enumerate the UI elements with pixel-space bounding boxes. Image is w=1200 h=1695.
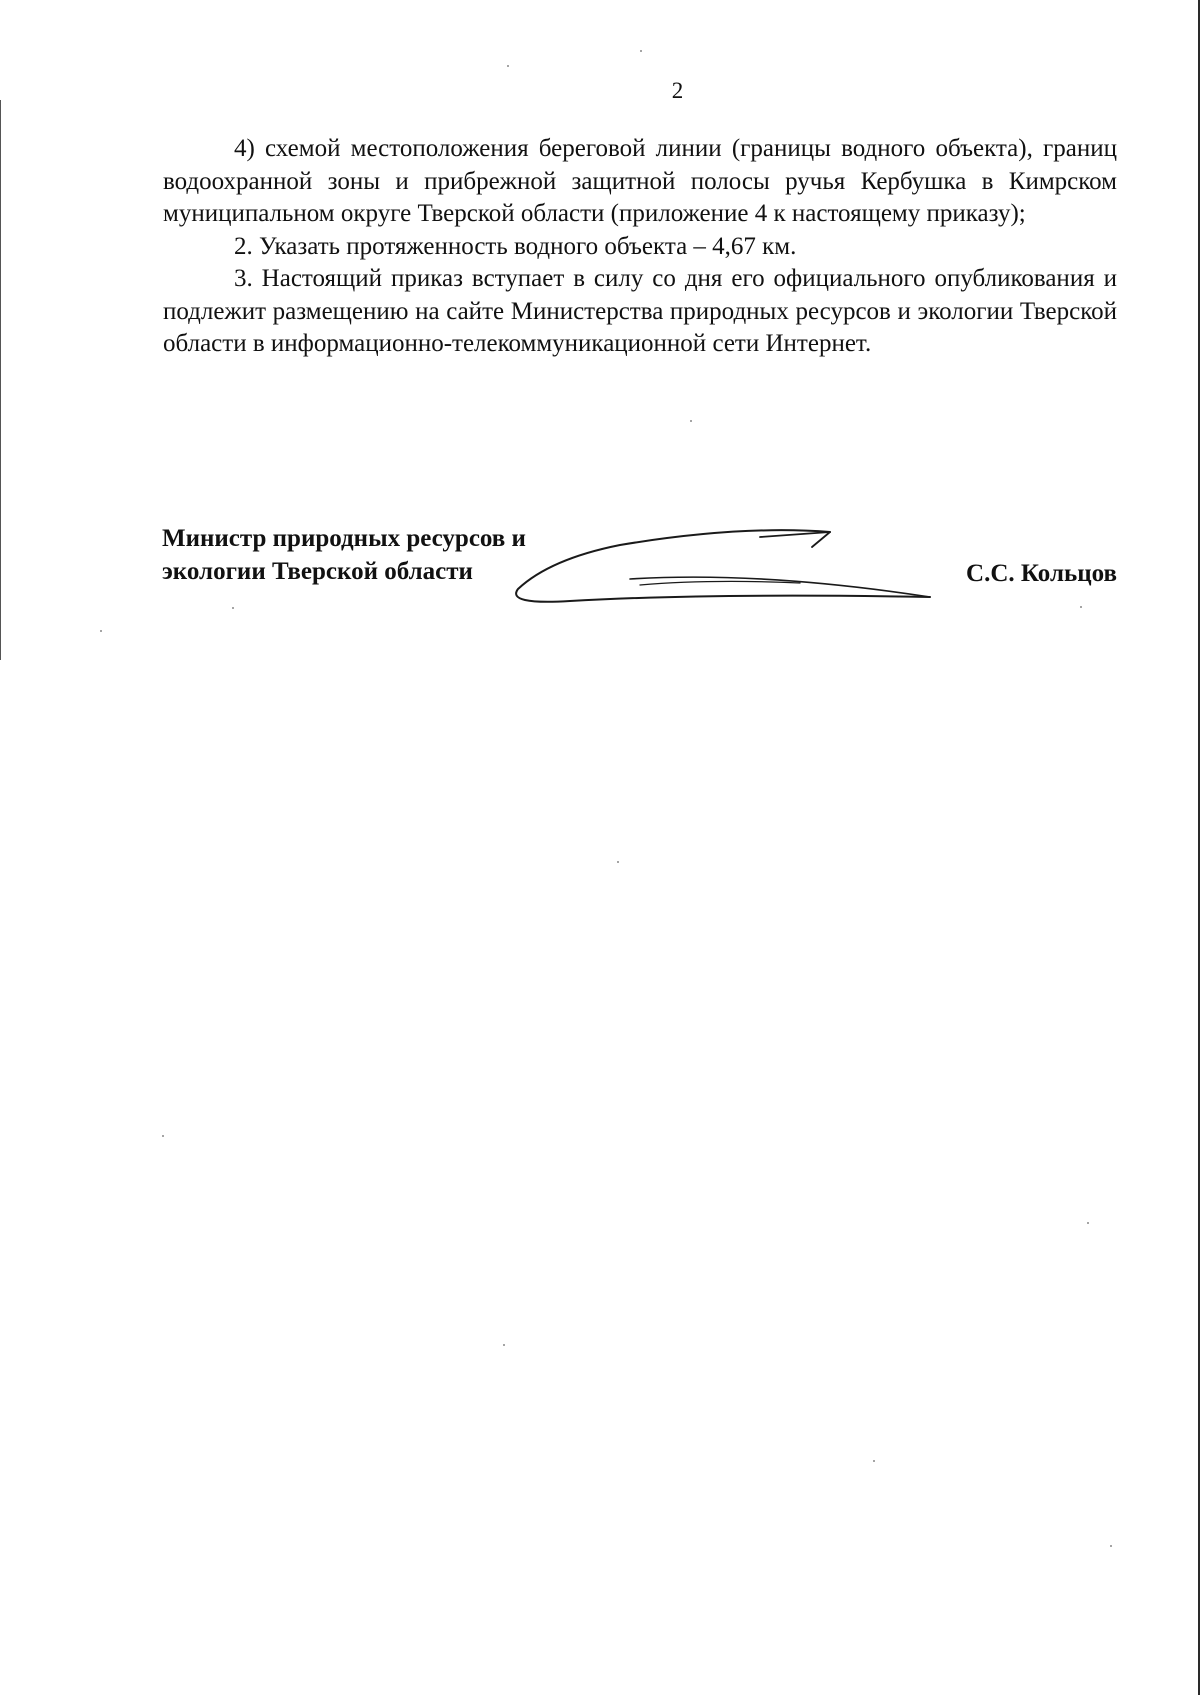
signatory-position xyxy=(162,522,526,588)
scan-speck xyxy=(1080,606,1082,608)
scan-speck xyxy=(503,1344,505,1346)
scan-speck xyxy=(232,607,234,609)
scan-speck xyxy=(162,1135,164,1137)
paragraph-clause-3: 3. Настоящий приказ вступает в силу со дня его официального опубликования и подлежит размещению на сайте Министерства природных ресурсов и экологии Тверской области в информационно-телекоммуникационной сети Интернет. xyxy=(163,265,1117,357)
signatory-name: С.С. Кольцов xyxy=(966,560,1117,587)
scan-speck xyxy=(690,420,692,422)
scan-speck xyxy=(873,1460,875,1462)
scan-speck xyxy=(100,630,102,632)
scan-speck xyxy=(1110,1545,1112,1547)
scan-speck xyxy=(1087,1222,1089,1224)
handwritten-signature xyxy=(510,527,940,607)
signatory-position-line-2: экологии Тверской области xyxy=(162,558,473,585)
scan-speck xyxy=(640,50,642,52)
document-body xyxy=(163,133,1117,361)
paragraph-item-4: 4) схемой местоположения береговой линии (границы водного объекта), границ водоохранной зоны и прибрежной защитной полосы ручья Кербушка в Кимрском муниципальном округе Тверской области (приложение 4 к настоящему приказу); xyxy=(163,135,1117,227)
scan-speck xyxy=(617,861,619,863)
scan-speck xyxy=(507,65,509,67)
scan-edge-left xyxy=(0,100,1,660)
signatory-position-line-1: Министр природных ресурсов и xyxy=(162,525,526,552)
page-number: 2 xyxy=(671,78,684,103)
paragraph-clause-2: 2. Указать протяженность водного объекта – 4,67 км. xyxy=(234,232,797,260)
